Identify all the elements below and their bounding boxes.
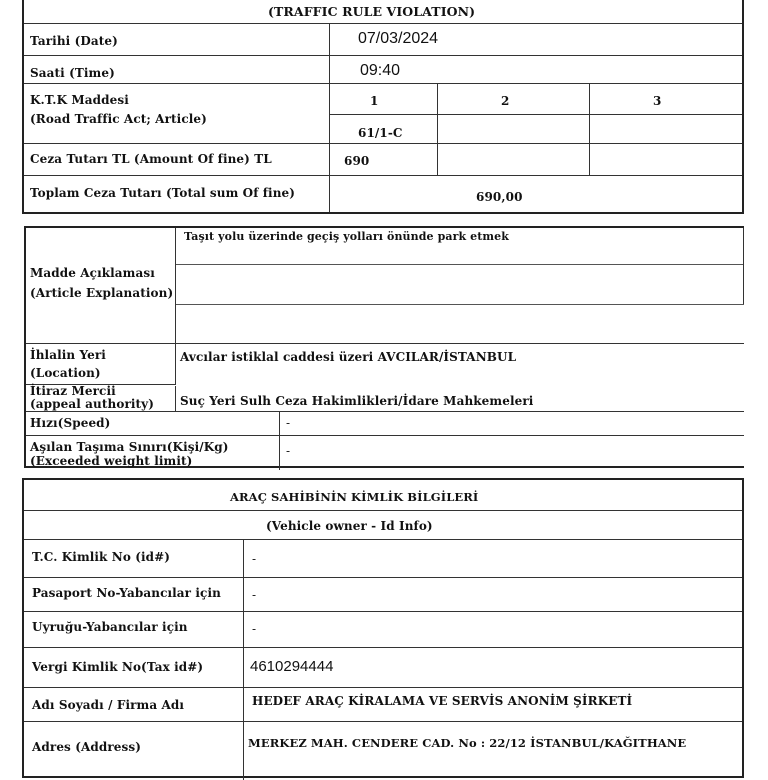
date-label: Tarihi (Date) — [30, 34, 118, 48]
owner-title-tr: ARAÇ SAHİBİNİN KİMLİK BİLGİLERİ — [230, 490, 479, 504]
weight-value: - — [286, 444, 291, 458]
total-value: 690,00 — [476, 190, 523, 204]
article-col-3: 3 — [653, 94, 662, 108]
location-label-1: İhlalin Yeri — [30, 348, 106, 362]
speed-row — [26, 412, 744, 436]
article-col-2: 2 — [501, 94, 510, 108]
owner-address-value: MERKEZ MAH. CENDERE CAD. No : 22/12 İSTANBUL/KAĞITHANE — [248, 736, 687, 750]
appeal-value: Suç Yeri Sulh Ceza Hakimlikleri/İdare Mahkemeleri — [180, 394, 534, 408]
article-value: 61/1-C — [358, 126, 403, 140]
document-title: (TRAFFIC RULE VIOLATION) — [268, 4, 476, 19]
location-value: Avcılar istiklal caddesi üzeri AVCILAR/İSTANBUL — [180, 350, 517, 364]
weight-row — [26, 436, 744, 470]
fine-label: Ceza Tutarı TL (Amount Of fine) TL — [30, 152, 272, 166]
appeal-label-2: (appeal authority) — [30, 397, 155, 411]
time-value: 09:40 — [360, 62, 401, 79]
owner-address-row — [24, 722, 742, 780]
owner-id-value: - — [252, 552, 257, 566]
owner-address-label: Adres (Address) — [32, 740, 142, 754]
time-label: Saati (Time) — [30, 66, 115, 80]
owner-id-row — [24, 540, 742, 578]
date-row — [24, 24, 742, 56]
owner-nationality-value: - — [252, 622, 257, 636]
article-label-2: (Road Traffic Act; Article) — [30, 112, 207, 126]
owner-tax-label: Vergi Kimlik No(Tax id#) — [32, 660, 204, 674]
owner-nationality-label: Uyruğu-Yabancılar için — [32, 620, 188, 634]
article-col-1: 1 — [370, 94, 379, 108]
owner-name-label: Adı Soyadı / Firma Adı — [32, 698, 185, 712]
total-label: Toplam Ceza Tutarı (Total sum Of fine) — [30, 186, 296, 200]
explanation-label-2: (Article Explanation) — [30, 286, 174, 300]
owner-table — [22, 478, 744, 778]
time-row — [24, 56, 742, 84]
article-label-1: K.T.K Maddesi — [30, 93, 129, 107]
appeal-label-1: İtiraz Mercii — [30, 384, 116, 398]
owner-passport-label: Pasaport No-Yabancılar için — [32, 586, 221, 600]
fine-value: 690 — [344, 154, 370, 168]
date-value: 07/03/2024 — [358, 30, 439, 47]
total-row — [24, 176, 742, 212]
article-row — [24, 84, 742, 144]
owner-title-en: (Vehicle owner - Id Info) — [266, 519, 433, 533]
owner-id-label: T.C. Kimlik No (id#) — [32, 550, 171, 564]
header-row — [24, 0, 742, 24]
explanation-value: Taşıt yolu üzerinde geçiş yolları önünde park etmek — [184, 230, 509, 243]
owner-title-row — [24, 480, 742, 510]
details-table — [24, 226, 744, 468]
owner-passport-value: - — [252, 588, 257, 602]
weight-label-2: (Exceeded weight limit) — [30, 454, 193, 468]
owner-subtitle-row — [24, 510, 742, 540]
owner-tax-row — [24, 648, 742, 688]
owner-name-value: HEDEF ARAÇ KİRALAMA VE SERVİS ANONİM ŞİRKETİ — [252, 694, 633, 708]
violation-table — [22, 0, 744, 214]
explanation-label-1: Madde Açıklaması — [30, 266, 155, 280]
speed-label: Hızı(Speed) — [30, 416, 111, 430]
owner-name-row — [24, 688, 742, 722]
appeal-row — [26, 386, 744, 412]
speed-value: - — [286, 416, 291, 430]
owner-tax-value: 4610294444 — [250, 658, 334, 675]
owner-nationality-row — [24, 612, 742, 648]
location-label-2: (Location) — [30, 366, 101, 380]
explanation-row — [26, 228, 744, 344]
fine-row — [24, 144, 742, 176]
weight-label-1: Aşılan Taşıma Sınırı(Kişi/Kg) — [30, 440, 229, 454]
owner-passport-row — [24, 578, 742, 612]
location-row — [26, 344, 744, 384]
